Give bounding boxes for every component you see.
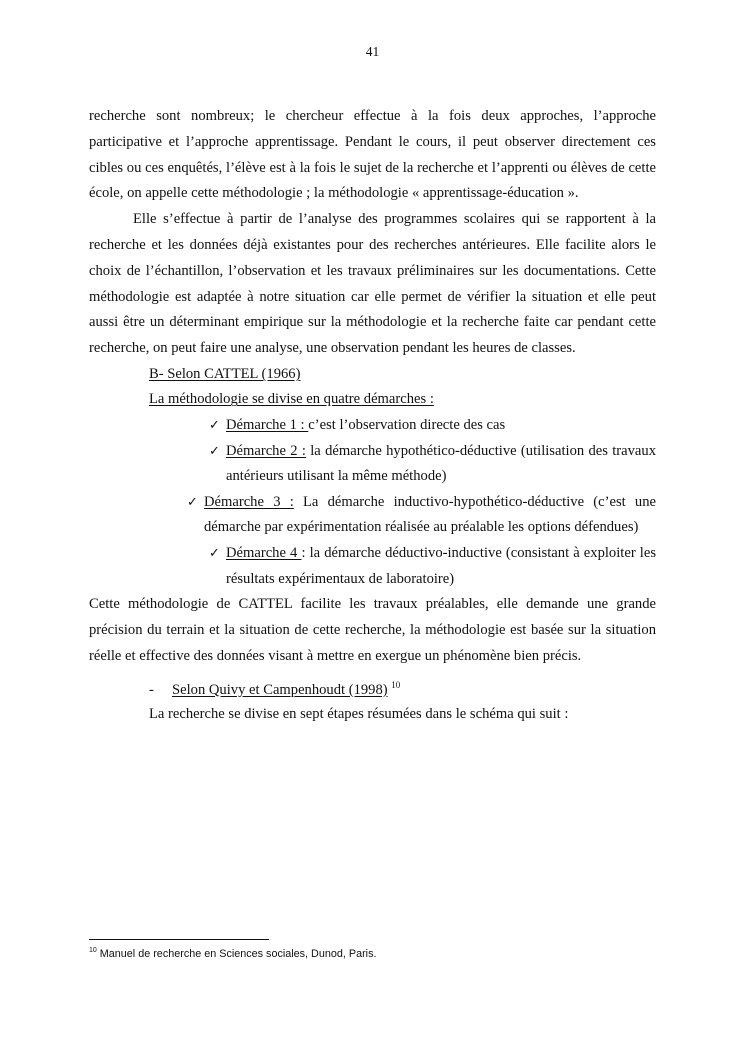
list-item-label: Démarche 1 : xyxy=(226,416,309,433)
list-item-text: c’est l’observation directe des cas xyxy=(308,416,506,433)
list-item-text: la démarche hypothético-déductive (utilisation des travaux antérieurs utilisant la même méthode) xyxy=(226,442,656,485)
footnote-separator xyxy=(89,939,269,940)
list-item xyxy=(209,439,656,490)
list-item xyxy=(187,490,656,541)
document-body xyxy=(89,104,656,727)
section-quivy-text: La recherche se divise en sept étapes résumées dans le schéma qui suit : xyxy=(149,705,569,722)
list-dash: - xyxy=(149,681,154,698)
checkmark-icon: ✓ xyxy=(209,417,220,433)
paragraph-2: Elle s’effectue à partir de l’analyse des programmes scolaires qui se rapportent à la recherche et les données déjà existantes pour des recherches antérieures. Elle facilite alors le choix de l’échantillon, l’observation et les travaux préliminaires sur les documentations. Cette méthodologie est adaptée à notre situation car elle permet de vérifier la situation et elle peut aussi être un déterminant empirique sur la méthodologie et la recherche faite car pendant cette recherche, on peut faire une analyse, une observation pendant les heures de classes. xyxy=(89,211,656,357)
checkmark-icon: ✓ xyxy=(187,494,198,510)
page-number: 41 xyxy=(365,44,380,59)
footnote-number: 10 xyxy=(89,947,97,954)
paragraph-conclusion: Cette méthodologie de CATTEL facilite les travaux préalables, elle demande une grande précision du terrain et la situation de cette recherche, la méthodologie est basée sur la situation réelle et effective des données visant à mettre en exergue un phénomène bien précis. xyxy=(89,596,656,664)
paragraph-1: recherche sont nombreux; le chercheur effectue à la fois deux approches, l’approche participative et l’approche apprentissage. Pendant le cours, il peut observer directement ces cibles ou ces enquêtés, l’élève est à la fois le sujet de la recherche et l’apprenti ou élèves de cette école, on appelle cette méthodologie ; la méthodologie « apprentissage-éducation ». xyxy=(89,108,656,202)
list-item xyxy=(209,413,656,439)
footnote xyxy=(89,948,376,960)
footnote-reference[interactable]: 10 xyxy=(391,679,401,690)
footnote-text: Manuel de recherche en Sciences sociales, Dunod, Paris. xyxy=(96,948,377,960)
list-item-label: Démarche 3 : xyxy=(204,493,294,510)
list-item xyxy=(209,541,656,592)
list-item-text: La démarche inductivo-hypothético-déductive (c’est une démarche par expérimentation réalisée au préalable les options défendues) xyxy=(204,493,656,536)
section-b-intro-text: La méthodologie se divise en quatre démarches : xyxy=(149,391,434,408)
checkmark-icon: ✓ xyxy=(209,443,220,459)
spacer xyxy=(89,670,656,678)
section-quivy-heading-text: Selon Quivy et Campenhoudt (1998) xyxy=(172,681,388,698)
section-quivy-heading xyxy=(149,678,656,702)
section-b-heading-text: B- Selon CATTEL (1966) xyxy=(149,365,301,382)
list-item-label: Démarche 2 : xyxy=(226,442,306,459)
checkmark-icon: ✓ xyxy=(209,545,220,561)
list-item-label: Démarche 4 xyxy=(226,544,302,561)
list-item-text: : la démarche déductivo-inductive (consistant à exploiter les résultats expérimentaux de laboratoire) xyxy=(226,544,656,587)
section-b-intro xyxy=(149,387,656,413)
section-b-heading xyxy=(149,362,656,388)
